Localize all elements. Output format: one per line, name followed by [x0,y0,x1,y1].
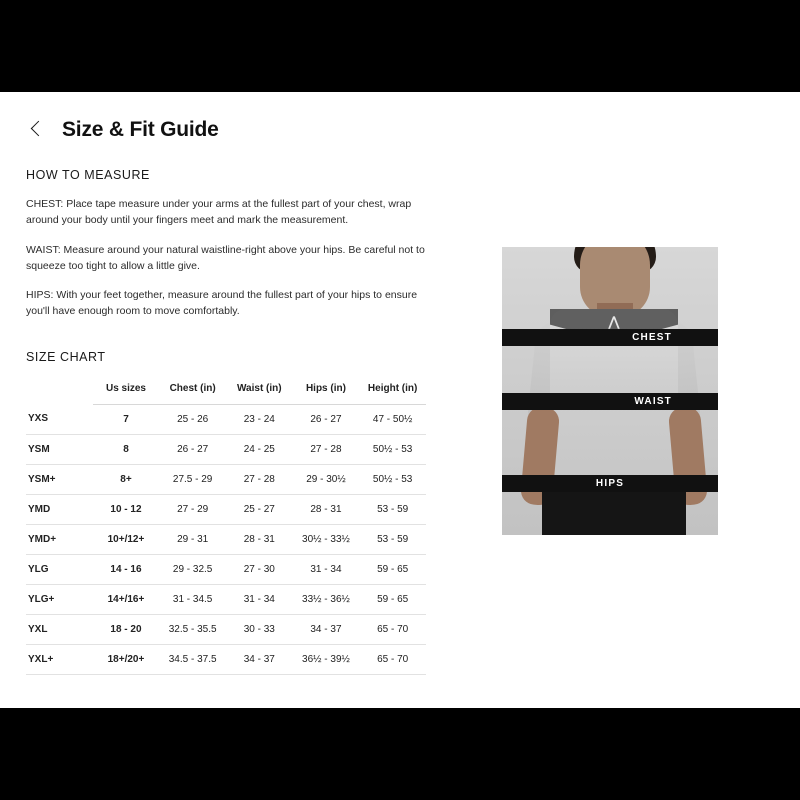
hips-instruction: HIPS: With your feet together, measure around the fullest part of your hips to ensure you'll have enough room to move comfortably. [26,289,418,318]
page-header [0,92,800,142]
column-header-blank [26,374,93,405]
cell-us-size: 7 [93,404,160,434]
table-row [26,434,426,464]
cell-us-size: 10 - 12 [93,494,160,524]
column-header-waist: Waist (in) [226,374,293,405]
table-row [26,494,426,524]
row-label: YLG+ [26,584,93,614]
cell-hips: 26 - 27 [293,404,360,434]
cell-height: 59 - 65 [359,554,426,584]
table-row [26,554,426,584]
cell-us-size: 14 - 16 [93,554,160,584]
cell-us-size: 8+ [93,464,160,494]
cell-waist: 24 - 25 [226,434,293,464]
how-to-measure-heading: HOW TO MEASURE [26,168,150,182]
column-header-hips: Hips (in) [293,374,360,405]
waist-band [502,393,718,410]
right-column [446,142,774,675]
size-chart-heading: SIZE CHART [26,349,106,364]
waist-instruction: WAIST: Measure around your natural waistline-right above your hips. Be careful not to squeeze too tight to allow a little give. [26,243,425,272]
row-label: YSM [26,434,93,464]
cell-chest: 34.5 - 37.5 [159,644,226,674]
cell-waist: 31 - 34 [226,584,293,614]
waist-band-label: WAIST [634,396,672,407]
row-label: YMD+ [26,524,93,554]
cell-height: 50½ - 53 [359,434,426,464]
cell-chest: 27 - 29 [159,494,226,524]
table-row [26,464,426,494]
cell-height: 65 - 70 [359,614,426,644]
row-label: YXL [26,614,93,644]
chest-instruction: CHEST: Place tape measure under your arms at the fullest part of your chest, wrap around your body until your fingers meet and mark the measurement. [26,198,412,227]
table-row [26,404,426,434]
row-label: YSM+ [26,464,93,494]
row-label: YXL+ [26,644,93,674]
cell-hips: 34 - 37 [293,614,360,644]
cell-hips: 36½ - 39½ [293,644,360,674]
back-chevron-icon[interactable] [26,119,48,141]
cell-us-size: 8 [93,434,160,464]
cell-hips: 29 - 30½ [293,464,360,494]
row-label: YLG [26,554,93,584]
cell-hips: 33½ - 36½ [293,584,360,614]
page-content [0,142,800,675]
hips-band-label: HIPS [595,478,625,489]
table-header-row [26,374,426,405]
cell-us-size: 18+/20+ [93,644,160,674]
table-row [26,584,426,614]
cell-height: 53 - 59 [359,524,426,554]
cell-chest: 25 - 26 [159,404,226,434]
chest-band [502,329,718,346]
column-header-chest: Chest (in) [159,374,226,405]
column-header-us-sizes: Us sizes [93,374,160,405]
cell-height: 47 - 50½ [359,404,426,434]
row-label: YMD [26,494,93,524]
chest-band-label: CHEST [632,332,672,343]
table-row [26,614,426,644]
table-row [26,644,426,674]
row-label: YXS [26,404,93,434]
cell-chest: 29 - 31 [159,524,226,554]
cell-chest: 29 - 32.5 [159,554,226,584]
cell-us-size: 18 - 20 [93,614,160,644]
cell-us-size: 14+/16+ [93,584,160,614]
size-fit-guide-page [0,92,800,708]
brand-logo-icon: ⋀ [608,314,620,329]
cell-waist: 30 - 33 [226,614,293,644]
cell-waist: 23 - 24 [226,404,293,434]
cell-chest: 32.5 - 35.5 [159,614,226,644]
cell-height: 59 - 65 [359,584,426,614]
measurement-diagram-photo [502,247,718,535]
cell-waist: 34 - 37 [226,644,293,674]
cell-hips: 28 - 31 [293,494,360,524]
cell-waist: 27 - 28 [226,464,293,494]
cell-hips: 27 - 28 [293,434,360,464]
page-title: Size & Fit Guide [62,118,219,141]
cell-hips: 30½ - 33½ [293,524,360,554]
size-chart-table [26,374,426,675]
cell-height: 65 - 70 [359,644,426,674]
left-column [26,142,446,675]
cell-height: 50½ - 53 [359,464,426,494]
cell-chest: 31 - 34.5 [159,584,226,614]
cell-waist: 27 - 30 [226,554,293,584]
cell-chest: 27.5 - 29 [159,464,226,494]
cell-waist: 25 - 27 [226,494,293,524]
hips-band [502,475,718,492]
column-header-height: Height (in) [359,374,426,405]
cell-chest: 26 - 27 [159,434,226,464]
cell-hips: 31 - 34 [293,554,360,584]
cell-height: 53 - 59 [359,494,426,524]
cell-us-size: 10+/12+ [93,524,160,554]
cell-waist: 28 - 31 [226,524,293,554]
table-row [26,524,426,554]
